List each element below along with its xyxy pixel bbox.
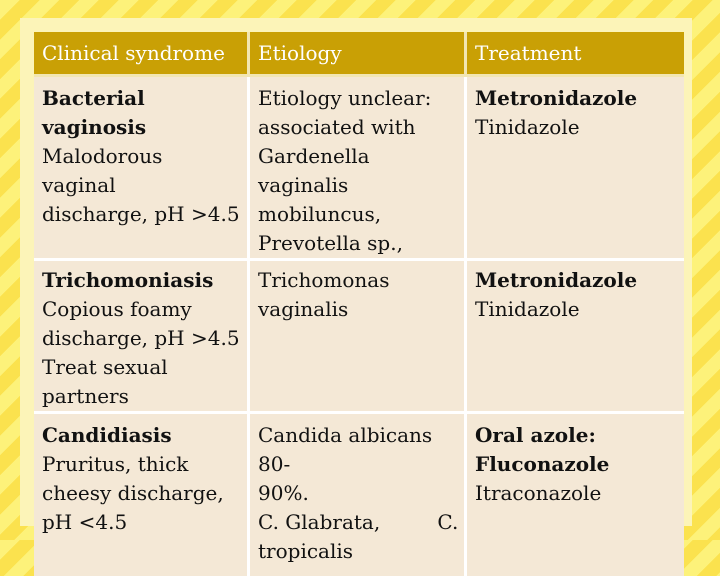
- treatment-line: Itraconazole: [475, 481, 602, 505]
- syndrome-line: Treat sexual partners: [42, 355, 168, 408]
- header-clinical-syndrome: Clinical syndrome: [34, 32, 250, 77]
- etiology-line: Prevotella sp.,: [258, 231, 403, 255]
- treatment-table: [34, 32, 684, 576]
- syndrome-cell: [34, 261, 250, 414]
- syndrome-line: discharge, pH >4.5: [42, 326, 240, 350]
- treatment-cell: [467, 77, 684, 261]
- table-row: [34, 414, 684, 576]
- syndrome-name: Bacterial vaginosis: [42, 86, 147, 139]
- etiology-line: C. Glabrata, C.: [258, 510, 459, 534]
- header-treatment: Treatment: [467, 32, 684, 77]
- syndrome-cell: [34, 77, 250, 261]
- syndrome-line: pH <4.5: [42, 510, 128, 534]
- syndrome-name: Trichomoniasis: [42, 268, 214, 292]
- etiology-line: associated with: [258, 115, 416, 139]
- syndrome-name: Candidiasis: [42, 423, 172, 447]
- treatment-line: Tinidazole: [475, 297, 580, 321]
- table-row: [34, 77, 684, 261]
- treatment-primary: Metronidazole: [475, 268, 638, 292]
- treatment-cell: [467, 414, 684, 576]
- syndrome-line: Copious foamy: [42, 297, 192, 321]
- etiology-line: tropicalis: [258, 539, 354, 563]
- treatment-primary: Metronidazole: [475, 86, 638, 110]
- treatment-cell: [467, 261, 684, 414]
- table-row: [34, 261, 684, 414]
- treatment-primary: Fluconazole: [475, 452, 610, 476]
- etiology-line: vaginalis: [258, 297, 349, 321]
- etiology-line: Candida albicans 80-: [258, 423, 433, 476]
- etiology-cell: [250, 77, 467, 261]
- treatment-line: Tinidazole: [475, 115, 580, 139]
- header-etiology: Etiology: [250, 32, 467, 77]
- etiology-cell: [250, 261, 467, 414]
- syndrome-line: cheesy discharge,: [42, 481, 224, 505]
- etiology-cell: [250, 414, 467, 576]
- etiology-line: Etiology unclear:: [258, 86, 432, 110]
- syndrome-line: Pruritus, thick: [42, 452, 189, 476]
- syndrome-line: discharge, pH >4.5: [42, 202, 240, 226]
- etiology-line: Trichomonas: [258, 268, 390, 292]
- syndrome-line: Malodorous vaginal: [42, 144, 163, 197]
- treatment-primary: Oral azole:: [475, 423, 596, 447]
- etiology-line: 90%.: [258, 481, 309, 505]
- etiology-line: mobiluncus,: [258, 202, 382, 226]
- syndrome-cell: [34, 414, 250, 576]
- etiology-line: Gardenella vaginalis: [258, 144, 370, 197]
- header-row: [34, 32, 684, 77]
